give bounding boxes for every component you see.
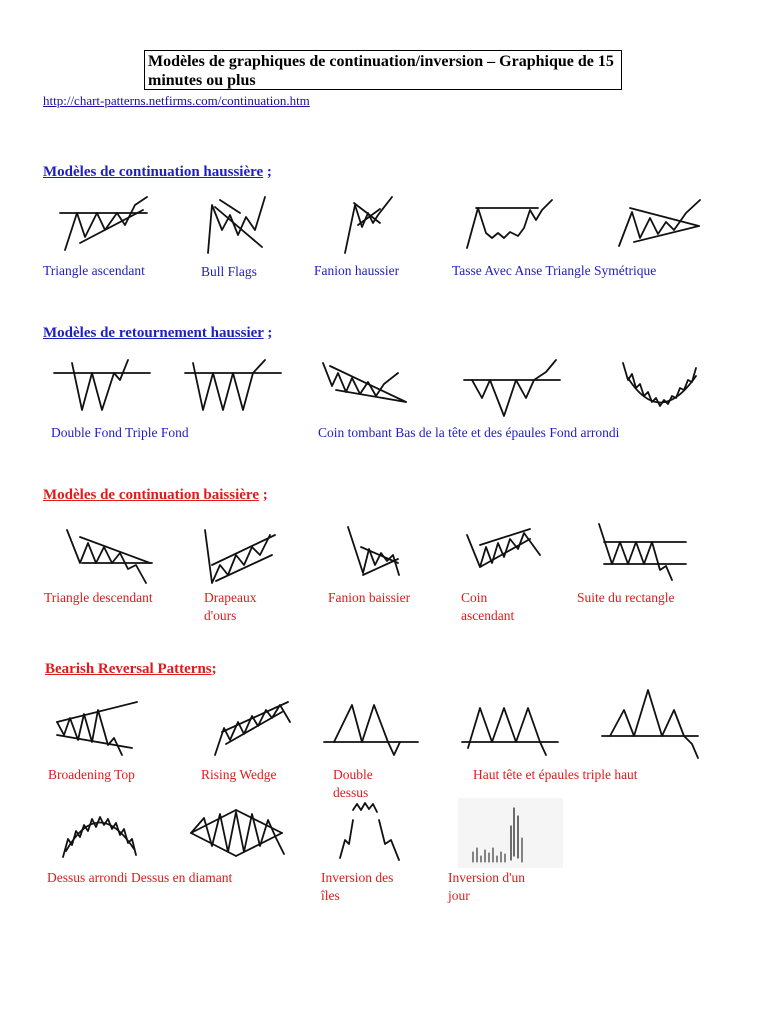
caption-key-reversal-line1: Inversion d'un [448,870,526,885]
descending-triangle-figure [62,525,154,587]
head-shoulders-bottom-figure [462,358,562,418]
heading-bull-continuation-text: Modèles de continuation haussière [43,164,264,180]
double-bottom-figure [52,358,152,416]
diamond-top-figure [186,808,288,858]
caption-key-reversal-line2: jour [448,888,470,903]
heading-bull-reversal-text: Modèles de retournement haussier [43,325,264,341]
caption-rising-wedge: Rising Wedge [201,767,277,782]
bullish-pennant-figure [340,195,395,260]
caption-rising-wedge-line2: ascendant [461,608,515,623]
source-link[interactable]: http://chart-patterns.netfirms.com/continuation.htm [43,93,310,108]
caption-descending-triangle: Triangle descendant [44,590,153,605]
caption-double-top-line1: Double [333,767,373,782]
heading-bull-continuation [43,164,272,181]
key-reversal-day-figure [458,798,563,868]
caption-rounded-diamond-top: Dessus arrondi Dessus en diamant [47,870,233,885]
caption-bear-flags-line2: d'ours [204,608,237,623]
heading-bear-reversal-suffix: ; [211,661,217,677]
heading-bear-reversal-text: Bearish Reversal Patterns [45,661,212,677]
triple-top-figure [460,700,560,758]
caption-hs-triple-top: Haut tête et épaules triple haut [473,767,638,782]
caption-island-reversal-line1: Inversion des [321,870,394,885]
rectangle-continuation-figure [594,522,689,582]
caption-bearish-pennant: Fanion baissier [328,590,411,605]
symmetric-triangle-figure [614,198,704,253]
bear-flag-figure [200,525,280,587]
falling-wedge-figure [318,358,413,408]
caption-bullish-pennant: Fanion haussier [314,263,400,278]
caption-rising-wedge-line1: Coin [461,590,488,605]
ascending-triangle-figure [55,195,150,255]
head-shoulders-top-figure [600,688,700,760]
document-title: Modèles de graphiques de continuation/inversion – Graphique de 15 minutes ou plus [144,50,622,90]
bull-flag-figure [200,195,270,260]
rounded-top-figure [58,805,140,863]
caption-island-reversal-line2: îles [321,888,340,903]
heading-bear-continuation-suffix: ; [258,487,268,503]
rising-wedge-top-figure [210,700,295,758]
caption-double-triple-bottom: Double Fond Triple Fond [51,425,189,440]
caption-ascending-triangle: Triangle ascendant [43,263,145,278]
heading-bull-reversal [43,325,272,342]
caption-cup-handle-sym-triangle: Tasse Avec Anse Triangle Symétrique [452,263,657,278]
caption-rectangle: Suite du rectangle [577,590,675,605]
heading-bull-reversal-suffix: ; [263,325,273,341]
island-reversal-figure [335,800,405,862]
double-top-figure [322,700,420,758]
heading-bear-continuation-text: Modèles de continuation baissière [43,487,259,503]
caption-broadening-top: Broadening Top [48,767,135,782]
triple-bottom-figure [183,358,283,416]
bearish-pennant-figure [343,525,403,587]
cup-handle-figure [462,198,557,253]
heading-bull-continuation-suffix: ; [263,164,272,180]
heading-bear-continuation [43,487,268,504]
rounded-bottom-figure [618,358,703,418]
caption-double-top-line2: dessus [333,785,369,800]
rising-wedge-bear-figure [462,525,547,583]
caption-bull-flags: Bull Flags [201,264,257,279]
caption-bear-flags-line1: Drapeaux [204,590,257,605]
broadening-top-figure [52,700,140,758]
heading-bear-reversal [45,661,217,678]
caption-falling-wedge-hs-rounded: Coin tombant Bas de la tête et des épaules Fond arrondi [318,425,620,440]
